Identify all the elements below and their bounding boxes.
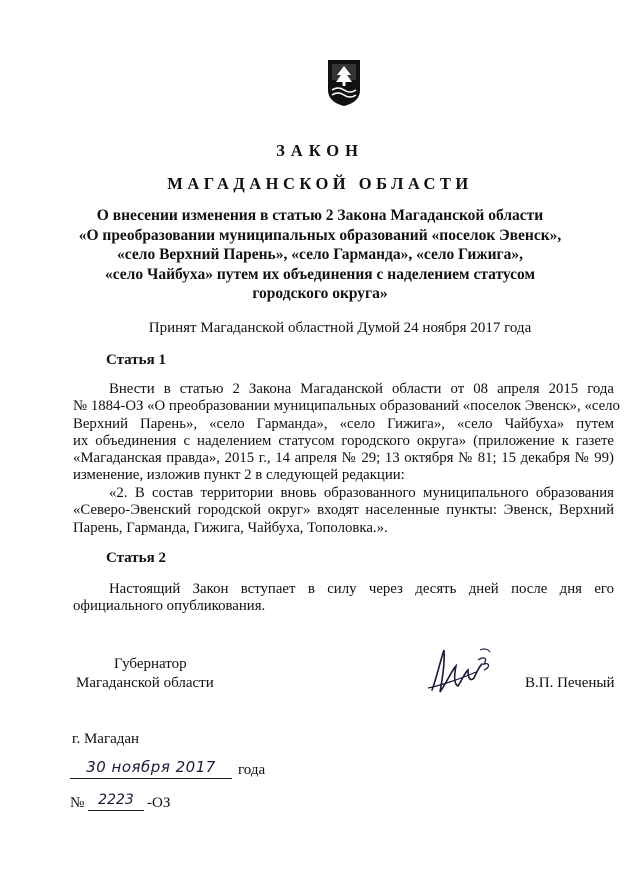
heading-line: «О преобразовании муниципальных образований «поселок Эвенск», [78,226,562,244]
text-line: «2. В состав территории вновь образованного муниципального образования [109,485,614,501]
article-1-paragraph-1 [73,381,620,485]
governor-region: Магаданской области [76,675,214,691]
law-number: 2223 [88,792,144,811]
number-prefix: № [70,795,85,811]
text-line: Верхний Парень», «село Гарманда», «село Гижига», «село Чайбуха» путем [73,415,614,432]
governor-name: В.П. Печеный [525,675,615,691]
adoption-note: Принят Магаданской областной Думой 24 ноября 2017 года [148,320,532,336]
heading-line: «село Чайбуха» путем их объединения с наделением статусом [104,265,536,283]
region-name: МАГАДАНСКОЙ ОБЛАСТИ [167,174,473,193]
text-line: официального опубликования. [73,598,266,615]
signing-date: 30 ноября 2017 [70,758,232,779]
text-line: Парень, Гарманда, Гижига, Чайбуха, Тополовка.». [73,519,388,536]
magadan-coat-of-arms-icon [326,58,362,108]
heading-line: городского округа» [252,285,388,302]
article-1-paragraph-2 [73,485,614,537]
governor-title: Губернатор [114,656,187,672]
article-1-title: Статья 1 [106,352,166,368]
city: г. Магадан [72,731,140,747]
date-suffix: года [238,762,266,778]
heading-line: «село Верхний Парень», «село Гарманда», «село Гижига», [117,246,523,263]
text-line: «Северо-Эвенский городской округ» входят населенные пункты: Эвенск, Верхний [73,502,614,519]
text-line: № 1884-ОЗ «О преобразовании муниципальных образований «поселок Эвенск», «село [73,398,620,415]
text-line: Внести в статью 2 Закона Магаданской области от 08 апреля 2015 года [109,381,614,397]
text-line: «Магаданская правда», 2015 г., 14 апреля № 29; 13 октября № 81; 15 декабря № 99) [73,450,614,467]
law-heading [40,206,600,304]
signature-icon [418,640,498,700]
text-line: изменение, изложив пункт 2 в следующей редакции: [73,467,405,484]
text-line: их объединения с наделением статусом городского округа» (приложение к газете [73,432,614,449]
heading-line: О внесении изменения в статью 2 Закона Магаданской области [96,207,544,224]
number-suffix: -ОЗ [147,795,171,811]
text-line: Настоящий Закон вступает в силу через десять дней после дня его [109,581,614,597]
article-2-paragraph [73,581,614,616]
document-title: ЗАКОН [276,141,364,160]
article-2-title: Статья 2 [106,550,166,566]
